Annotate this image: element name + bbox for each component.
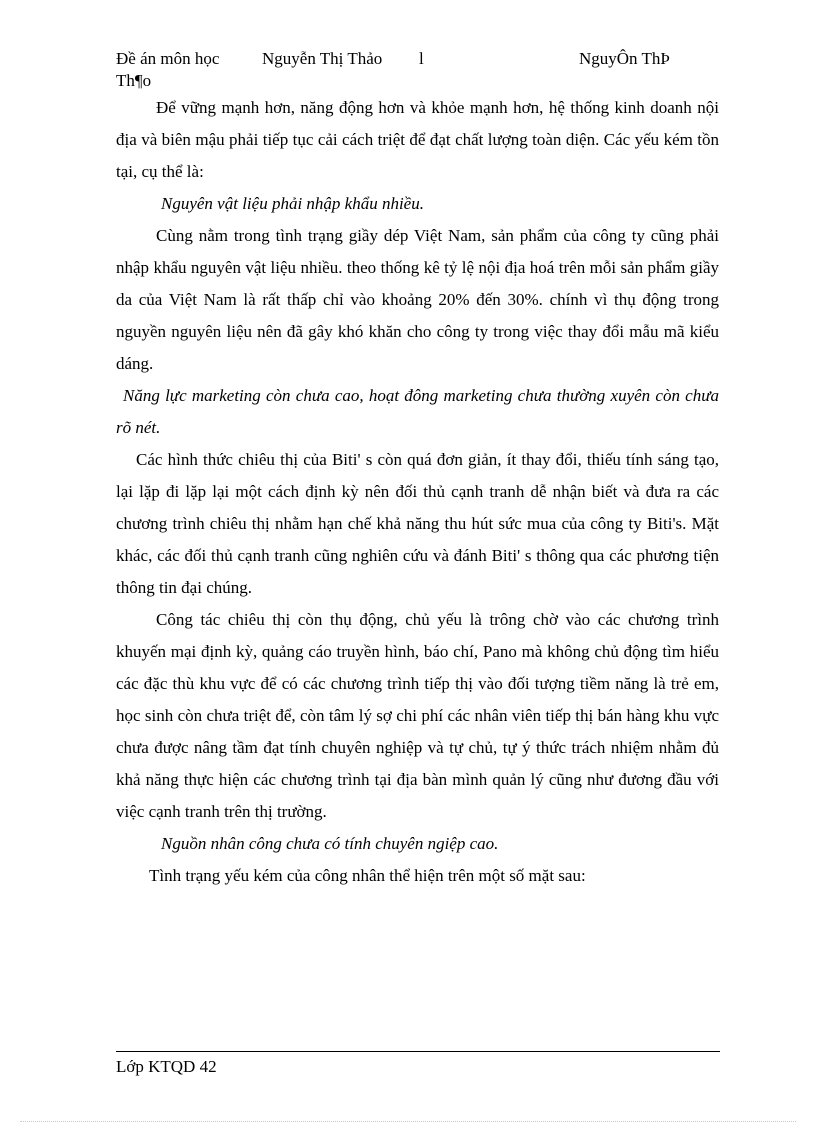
paragraph-promotion-forms: Các hình thức chiêu thị của Biti' s còn quá đơn giản, ít thay đổi, thiếu tính sáng tạo, lại lặp đi lặp lại một cách định kỳ nên đối thủ cạnh tranh dễ nhận biết và đưa ra các chương trình chiêu thị nhằm hạn chế khả năng thu hút sức mua của công ty Biti's. Mặt khác, các đối thủ cạnh tranh cũng nghiên cứu và đánh Biti' s thông qua các phương tiện thông tin đại chúng.: [116, 450, 719, 597]
subheading-workforce: Nguồn nhân công chưa có tính chuyên ngiệp cao.: [161, 834, 499, 853]
footer-class-label: Lớp KTQD 42: [116, 1057, 217, 1076]
paragraph-workforce: Tình trạng yếu kém của công nhân thể hiện trên một số mặt sau:: [149, 866, 586, 885]
subheading-marketing: Năng lực marketing còn chưa cao, hoạt đông marketing chưa thường xuyên còn chưa rõ nét.: [116, 386, 719, 437]
body-text: [116, 92, 719, 892]
subheading-materials: Nguyên vật liệu phải nhập khẩu nhiều.: [161, 194, 424, 213]
paragraph-promotion-passive: Công tác chiêu thị còn thụ động, chủ yếu là trông chờ vào các chương trình khuyến mại định kỳ, quảng cáo truyền hình, báo chí, Pano mà không chủ động tìm hiểu các đặc thù khu vực để có các chương trình tiếp thị vào đối tượng tiềm năng là trẻ em, học sinh còn chưa triệt để, còn tâm lý sợ chi phí các nhân viên tiếp thị bán hàng khu vực chưa được nâng tầm đạt tính chuyên nghiệp và tự chủ, tự ý thức trách nhiệm nhằm đủ khả năng thực hiện các chương trình tại địa bàn mình quản lý cũng như đương đầu với việc cạnh tranh trên thị trường.: [116, 610, 719, 821]
paragraph-intro: Để vững mạnh hơn, năng động hơn và khỏe mạnh hơn, hệ thống kinh doanh nội địa và biên mậu phải tiếp tục cải cách triệt để đạt chất lượng toàn diện. Các yếu kém tồn tại, cụ thể là:: [116, 98, 719, 181]
header-author-garbled: NguyÔn ThÞ: [579, 49, 670, 68]
header-author-garbled-cont: Th¶o: [116, 71, 152, 90]
paragraph-materials: Cùng nằm trong tình trạng giầy dép Việt Nam, sản phẩm của công ty cũng phải nhập khẩu nguyên vật liệu nhiều. theo thống kê tỷ lệ nội địa hoá trên mỗi sản phẩm giầy da của Việt Nam là rất thấp chỉ vào khoảng 20% đến 30%. chính vì thụ động trong nguyền nguyên liệu nên đã gây khó khăn cho công ty trong việc thay đổi mẫu mã kiểu dáng.: [116, 226, 719, 373]
footer-divider: [116, 1051, 720, 1052]
header-author: Nguyễn Thị Thảo: [262, 49, 383, 68]
page-bottom-edge: [20, 1121, 796, 1122]
header-course: Đề án môn học: [116, 49, 220, 68]
header-separator: l: [419, 49, 424, 68]
